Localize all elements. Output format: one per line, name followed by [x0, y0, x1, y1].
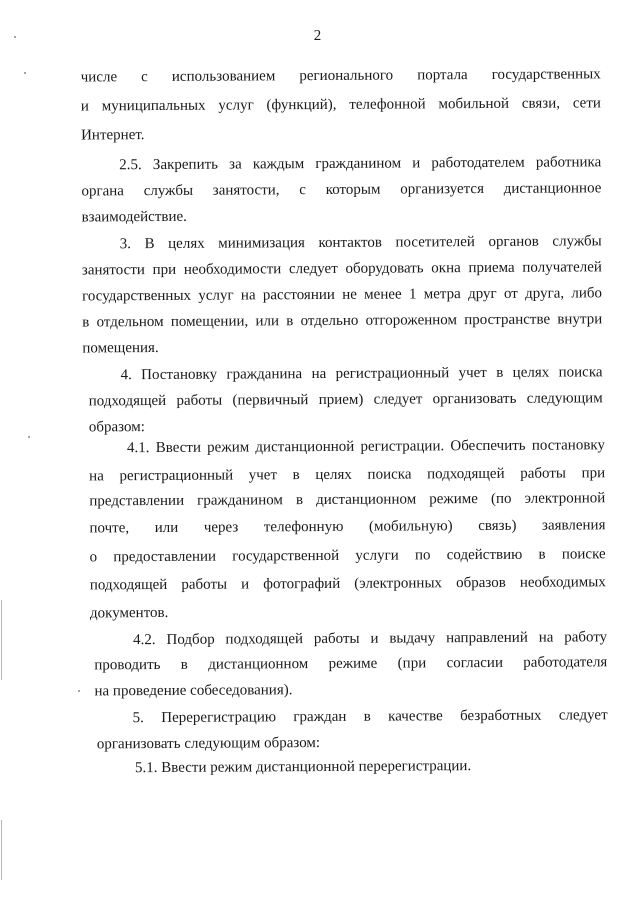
text-line: 5. Перерегистрацию граждан в качестве безработных следует: [132, 707, 608, 727]
text-line: помещения.: [82, 339, 159, 357]
scan-edge-line: [1, 600, 2, 680]
text-line: занятости при необходимости следует оборудовать окна приема получателей: [81, 259, 602, 279]
text-line: органа службы занятости, с которым организуется дистанционное: [81, 180, 602, 200]
text-line: и муниципальных услуг (функций), телефонной мобильной связи, сети: [80, 95, 601, 115]
text-line: организовать следующим образом:: [96, 735, 321, 753]
scan-speck: [14, 36, 16, 38]
text-line: взаимодействие.: [81, 208, 187, 226]
text-line: Интернет.: [81, 127, 145, 144]
page-number: 2: [313, 27, 322, 45]
text-line: представлении гражданином в дистанционном режиме (по электронной: [89, 490, 606, 510]
text-line: документов.: [89, 604, 169, 622]
text-line: проводить в дистанционном режиме (при согласии работодателя: [94, 654, 608, 674]
text-line: о предоставлении государственной услуги по содействию в поиске: [89, 546, 606, 566]
text-line: 4.2. Подбор подходящей работы и выдачу направлений на работу: [133, 629, 608, 649]
text-line: государственных услуг на расстоянии не менее 1 метра друг от друга, либо: [82, 285, 603, 305]
text-line: подходящей работы (первичный прием) следует организовать следующим: [88, 390, 603, 410]
text-line: 5.1. Ввести режим дистанционной перерегистрации.: [134, 758, 472, 777]
text-line: 4.1. Ввести режим дистанционной регистрации. Обеспечить постановку: [126, 437, 606, 457]
text-line: образом:: [88, 419, 145, 436]
scan-speck: [24, 72, 26, 74]
scan-speck: [78, 690, 80, 692]
text-line: 4. Постановку гражданина на регистрационный учет в целях поиска: [120, 364, 603, 384]
text-line: 3. В целях минимизация контактов посетителей органов службы: [119, 233, 602, 253]
text-line: почте, или через телефонную (мобильную) связь) заявления: [89, 517, 606, 537]
scan-speck: [28, 436, 30, 438]
text-line: на проведение собеседования).: [94, 682, 293, 700]
text-line: в отдельном помещении, или в отдельно отгороженном пространстве внутри: [82, 311, 603, 331]
text-line: 2.5. Закрепить за каждым гражданином и работодателем работника: [119, 154, 602, 174]
text-line: подходящей работы и фотографий (электронных образов необходимых: [89, 574, 606, 594]
text-line: числе с использованием регионального портала государственных: [80, 66, 601, 86]
text-line: на регистрационный учет в целях поиска подходящей работы при: [89, 465, 606, 485]
scan-edge-line: [1, 820, 2, 880]
